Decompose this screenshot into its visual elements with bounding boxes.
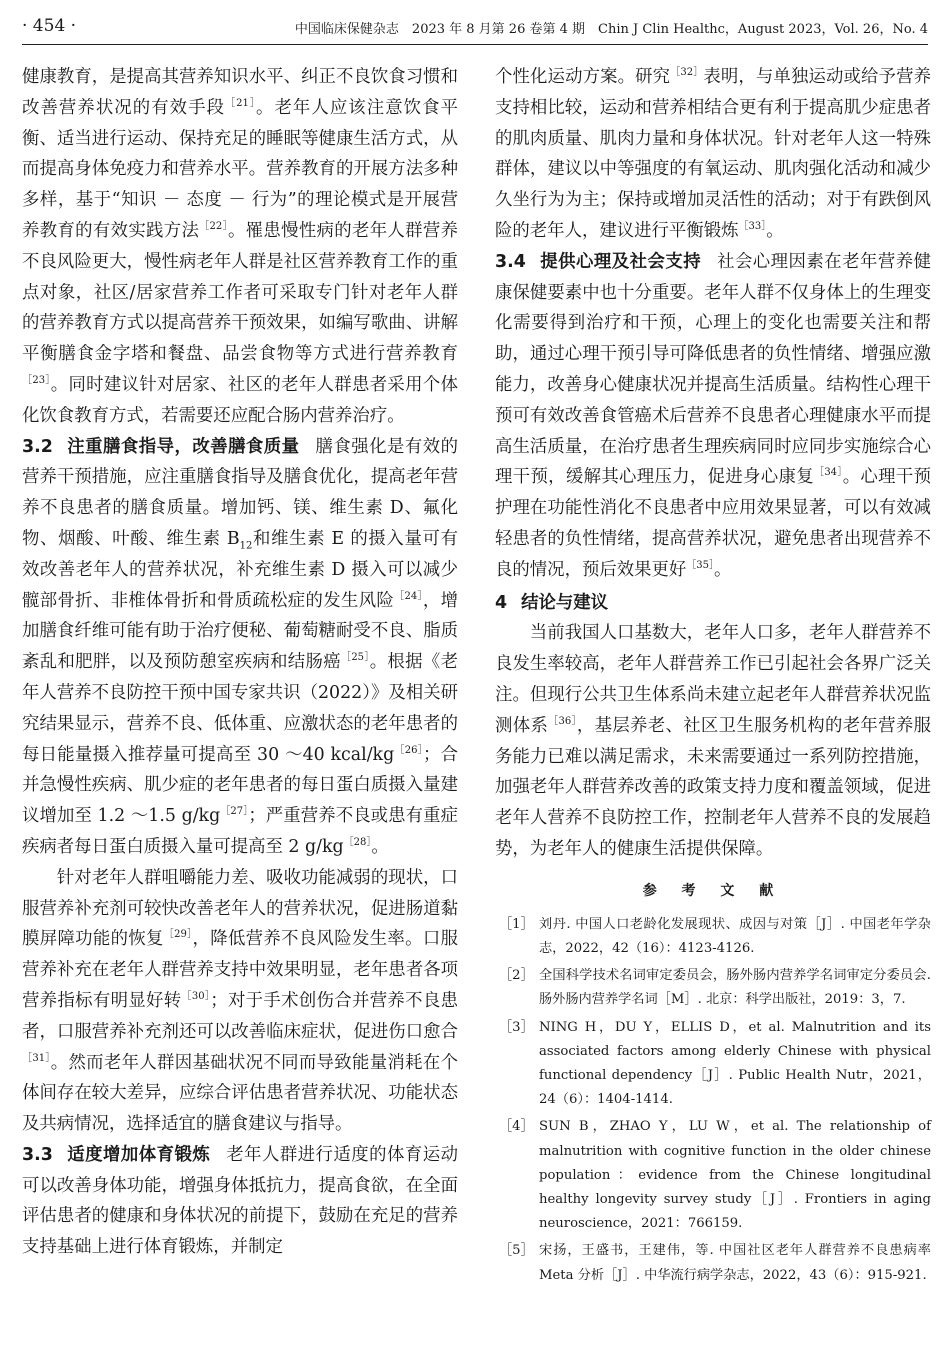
reference-number: ［3］ bbox=[499, 1019, 534, 1035]
citation[interactable]: ［31］ bbox=[22, 1052, 51, 1064]
paragraph-exercise-cont: 个性化运动方案。研究$^{[32]}$表明，与单独运动或给予营养支持相比较，运动和营养相结合更有利于提高肌少症患者的肌肉质量、肌肉力量和身体状况。针对老年人这一特殊群体，建议以中等强度的有氧运动、肌肉强化活动和减少久坐行为为主；保持或增加灵活性的活动；对于有跌倒风险的老年人，建议进行平衡锻炼$^{[33]}$。 bbox=[495, 67, 931, 241]
section-number: 3.4 bbox=[495, 251, 526, 272]
citation[interactable]: ［22］ bbox=[199, 220, 228, 232]
reference-text: 刘丹. 中国人口老龄化发展现状、成因与对策［J］. 中国老年学杂志，2022，42（16）：4123-4126. bbox=[539, 916, 931, 956]
reference-text: SUN B，ZHAO Y，LU W，et al. The relationship of malnutrition with cognitive function in the older chinese population：evidence from the Chinese longitudinal healthy longevity survey study［J］. Frontiers in aging neuroscience，2021：766159. bbox=[539, 1119, 931, 1232]
paragraph-conclusion: 当前我国人口基数大，老年人口多，老年人群营养不良发生率较高，老年人群营养工作已引起社会各界广泛关注。但现行公共卫生体系尚未建立起老年人群营养状况监测体系$^{[36]}$，基层养老、社区卫生服务机构的老年营养服务能力已难以满足需求，未来需要通过一系列防控措施，加强老年人群营养改善的政策支持力度和覆盖领域，促进老年人营养不良防控工作，控制老年人营养不良的发展趋势，为老年人的健康生活提供保障。 bbox=[495, 623, 931, 859]
section-3-4: 3.4 提供心理及社会支持 社会心理因素在老年营养健康保健要素中也十分重要。老年人群不仅身体上的生理变化需要得到治疗和干预，心理上的变化也需要关注和帮助，通过心理干预引导可降低患者的负性情绪、增强应激能力，改善身心健康状况并提高生活质量。结构性心理干预可有效改善食管癌术后营养不良患者心理健康水平而提高生活质量，在治疗患者生理疾病同时应同步实施综合心理干预，缓解其心理压力，促进身心康复$^{[34]}$。心理干预护理在功能性消化不良患者中应用效果显著，可以有效减轻患者的负性情绪，提高营养状况，避免患者出现营养不良的情况，预后效果更好$^{[35]}$。 bbox=[495, 251, 931, 580]
reference-entry bbox=[495, 1016, 931, 1113]
section-title: 适度增加体育锻炼 bbox=[66, 1144, 211, 1165]
section-number: 4 bbox=[495, 592, 508, 613]
references-heading: 参 考 文 献 bbox=[642, 882, 784, 899]
citation[interactable]: ［34］ bbox=[813, 467, 843, 479]
section-3-2: 3.2 注重膳食指导，改善膳食质量 膳食强化是有效的营养干预措施，应注重膳食指导及膳食优化，提高老年营养不良患者的膳食质量。增加钙、镁、维生素 D、氟化物、烟酸、叶酸、维生素 $B_{12}$和维生素 E 的摄入量可有效改善老年人的营养状况，补充维生素 D 摄入可以减少髋部骨折、非椎体骨折和骨质疏松症的发生风险$^{[24]}$，增加膳食纤维可能有助于治疗便秘、葡萄糖耐受不良、脂质紊乱和肥胖，以及预防憩室疾病和结肠癌$^{[25]}$。根据《老年人营养不良防控干预中国专家共识（2022）》及相关研究结果显示，营养不良、低体重、应激状态的老年患者的每日能量摄入推荐量可提高至 30 ～40 kcal/$kg^{[26]}$；合并急慢性疾病、肌少症的老年患者的每日蛋白质摄入量建议增加至 1.2 ～1.5 $g/kg^{[27]}$；严重营养不良或患有重症疾病者每日蛋白质摄入量可提高至 2 $g/kg^{[28]}$。 bbox=[22, 436, 458, 857]
paragraph-oral-supplement: 针对老年人群咀嚼能力差、吸收功能减弱的现状，口服营养补充剂可较快改善老年人的营养状况，促进肠道黏膜屏障功能的恢复$^{[29]}$，降低营养不良风险发生率。口服营养补充在老年人群营养支持中效果明显，老年患者各项营养指标有明显好转$^{[30]}$；对于手术创伤合并营养不良患者，口服营养补充剂还可以改善临床症状，促进伤口愈合$^{[31]}$。然而老年人群因基础状况不同而导致能量消耗在个体间存在较大差异，应综合评估患者营养状况、功能状态及共病情况，选择适宜的膳食建议与指导。 bbox=[22, 867, 458, 1135]
section-title: 提供心理及社会支持 bbox=[539, 251, 702, 272]
journal-info: 中国临床保健杂志 2023 年 8 月第 26 卷第 4 期 Chin J Clin Healthc，August 2023，Vol. 26，No. 4 bbox=[294, 22, 928, 37]
citation[interactable]: ［25］ bbox=[340, 652, 370, 664]
section-3-3: 3.3 适度增加体育锻炼 老年人群进行适度的体育运动可以改善身体功能，增强身体抵抗力，提高食欲，在全面评估患者的健康和身体状况的前提下，鼓励在充足的营养支持基础上进行体育锻炼，并制定 bbox=[22, 1144, 458, 1258]
page-number: · 454 · bbox=[22, 16, 77, 36]
citation[interactable]: ［23］ bbox=[22, 374, 51, 386]
citation[interactable]: ［33］ bbox=[738, 220, 767, 232]
citation[interactable]: ［21］ bbox=[225, 97, 256, 109]
reference-number: ［4］ bbox=[499, 1119, 534, 1135]
citation[interactable]: ［29］ bbox=[163, 929, 193, 941]
paragraph-nutrition-education: 健康教育，是提高其营养知识水平、纠正不良饮食习惯和改善营养状况的有效手段$^{[21]}$。老年人应该注意饮食平衡、适当进行运动、保持充足的睡眠等健康生活方式，从而提高身体免疫力和营养水平。营养教育的开展方法多种多样，基于“知识 － 态度 － 行为”的理论模式是开展营养教育的有效实践方法$^{[22]}$。罹患慢性病的老年人群营养不良风险更大，慢性病老年人群是社区营养教育工作的重点对象，社区/居家营养工作者可采取专门针对老年人群的营养教育方式以提高营养干预效果，如编写歌曲、讲解平衡膳食金字塔和餐盘、品尝食物等方式进行营养教育$^{[23]}$。同时建议针对居家、社区的老年人群患者采用个体化饮食教育方式，若需要还应配合肠内营养治疗。 bbox=[22, 67, 458, 426]
reference-number: ［1］ bbox=[499, 916, 534, 932]
reference-text: NING H，DU Y，ELLIS D，et al. Malnutrition and its associated factors among elderly Chinese with physical functional dependency［J］. Public Health Nutr，2021，24（6）：1404-1414. bbox=[539, 1019, 931, 1108]
section-number: 3.2 bbox=[22, 436, 53, 457]
citation[interactable]: ［26］ bbox=[394, 744, 423, 756]
citation[interactable]: ［32］ bbox=[670, 67, 704, 78]
references-list bbox=[495, 913, 931, 1288]
reference-entry bbox=[495, 964, 931, 1012]
reference-number: ［5］ bbox=[499, 1243, 534, 1259]
section-number: 3.3 bbox=[22, 1144, 53, 1165]
left-column bbox=[22, 62, 458, 1263]
reference-text: 宋扬，王盛书，王建伟，等. 中国社区老年人群营养不良患病率 Meta 分析［J］. 中华流行病学杂志，2022，43（6）：915-921. bbox=[539, 1243, 931, 1283]
citation[interactable]: ［35］ bbox=[686, 559, 715, 571]
citation[interactable]: ［27］ bbox=[220, 806, 249, 818]
reference-number: ［2］ bbox=[499, 968, 534, 984]
citation[interactable]: ［30］ bbox=[181, 990, 211, 1002]
citation[interactable]: ［28］ bbox=[343, 836, 372, 848]
reference-text: 全国科学技术名词审定委员会，肠外肠内营养学名词审定分委员会. 肠外肠内营养学名词［M］. 北京：科学出版社，2019：3，7. bbox=[539, 968, 931, 1008]
reference-entry bbox=[495, 1239, 931, 1287]
citation[interactable]: ［24］ bbox=[394, 590, 423, 602]
section-title: 注重膳食指导，改善膳食质量 bbox=[66, 436, 300, 457]
section-title: 结论与建议 bbox=[521, 592, 609, 613]
right-column bbox=[495, 62, 931, 1291]
section-4-heading bbox=[495, 588, 931, 619]
reference-entry bbox=[495, 1115, 931, 1236]
reference-entry bbox=[495, 913, 931, 961]
citation[interactable]: ［36］ bbox=[548, 715, 577, 727]
page-header bbox=[22, 16, 928, 45]
